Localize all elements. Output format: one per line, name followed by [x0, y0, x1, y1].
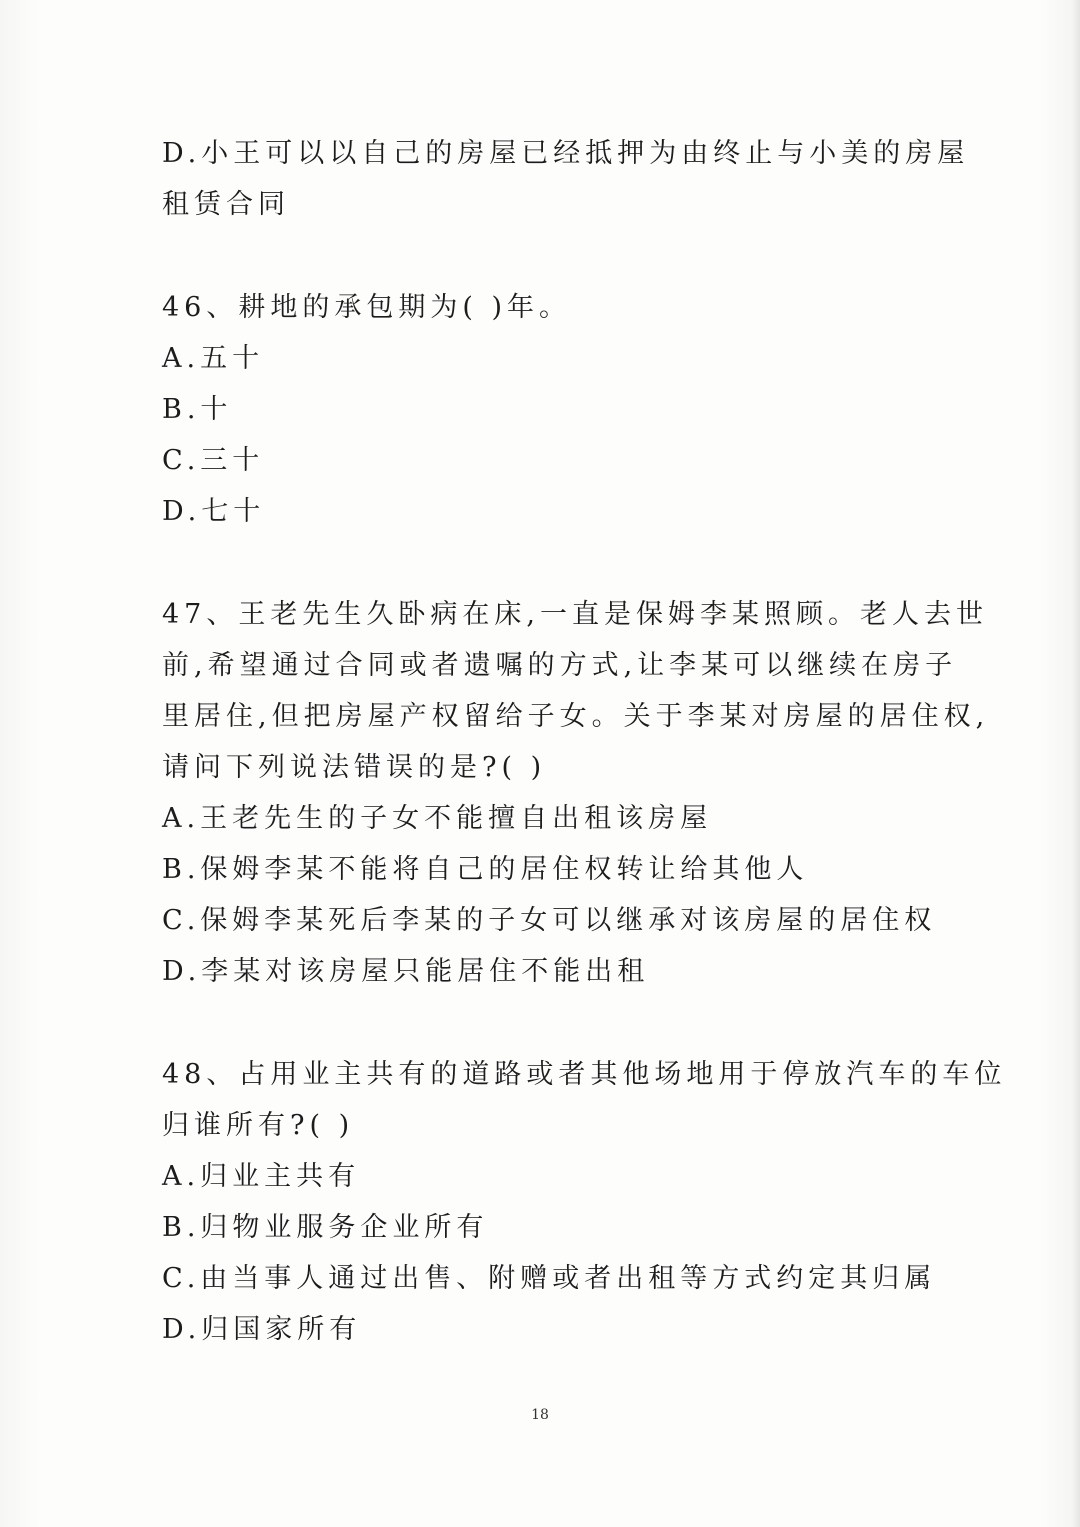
- option-d: D.李某对该房屋只能居住不能出租: [162, 956, 650, 987]
- question-stem: 请问下列说法错误的是?( ): [162, 752, 547, 783]
- option-c: C.三十: [162, 445, 265, 476]
- text-line: D.小王可以以自己的房屋已经抵押为由终止与小美的房屋: [162, 138, 970, 169]
- question-stem: 归谁所有?( ): [162, 1110, 355, 1141]
- option-b: B.十: [162, 394, 233, 425]
- option-c: C.由当事人通过出售、附赠或者出租等方式约定其归属: [162, 1263, 937, 1294]
- page-content: [162, 128, 1007, 1355]
- option-d: D.七十: [162, 496, 266, 527]
- option-a: A.五十: [162, 343, 265, 374]
- option-b: B.归物业服务企业所有: [162, 1212, 489, 1243]
- question-stem: 前,希望通过合同或者遗嘱的方式,让李某可以继续在房子: [162, 650, 958, 681]
- page-edge-shadow: [1072, 0, 1080, 1527]
- option-d: D.归国家所有: [162, 1314, 362, 1345]
- option-a: A.王老先生的子女不能擅自出租该房屋: [162, 803, 713, 834]
- option-a: A.归业主共有: [162, 1161, 361, 1192]
- text-line: 租赁合同: [162, 189, 290, 220]
- option-continuation-block: [162, 128, 970, 230]
- option-b: B.保姆李某不能将自己的居住权转让给其他人: [162, 854, 809, 885]
- option-c: C.保姆李某死后李某的子女可以继承对该房屋的居住权: [162, 905, 937, 936]
- question-48: [162, 1049, 1007, 1355]
- question-46: [162, 282, 922, 537]
- page-number: 18: [531, 1407, 549, 1423]
- question-stem: 46、耕地的承包期为( )年。: [162, 292, 572, 323]
- question-stem: 里居住,但把房屋产权留给子女。关于李某对房屋的居住权,: [162, 701, 990, 732]
- question-47: [162, 589, 990, 997]
- question-stem: 48、占用业主共有的道路或者其他场地用于停放汽车的车位: [162, 1059, 1007, 1090]
- question-stem: 47、王老先生久卧病在床,一直是保姆李某照顾。老人去世: [162, 599, 988, 630]
